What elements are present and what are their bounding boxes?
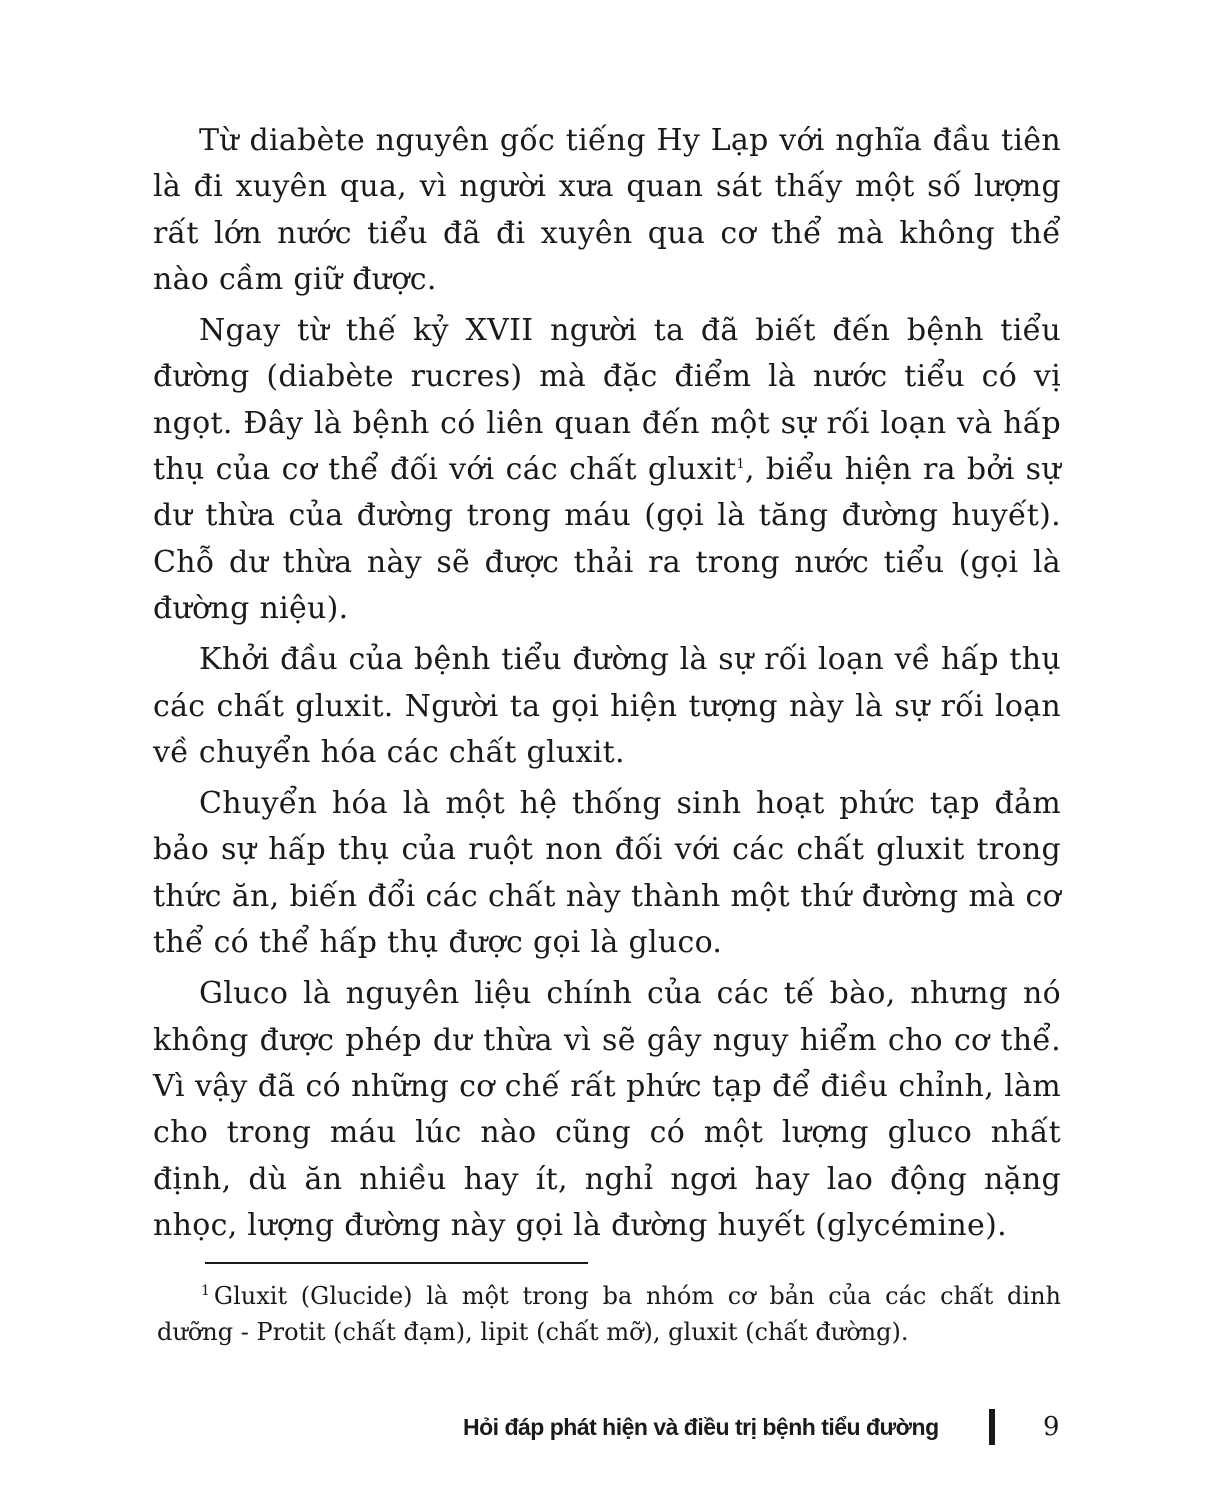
footnote-divider	[205, 1262, 588, 1264]
footnote-marker: 1	[201, 1283, 210, 1299]
paragraph-5: Gluco là nguyên liệu chính của các tế bào, nhưng nó không được phép dư thừa vì sẽ gây nguy hiểm cho cơ thể. Vì vậy đã có những cơ chế rất phức tạp để điều chỉnh, làm cho trong máu lúc nào cũng có một lượng gluco nhất định, dù ăn nhiều hay ít, nghỉ ngơi hay lao động nặng nhọc, lượng đường này gọi là đường huyết (glycémine).	[153, 976, 1061, 1243]
paragraph-1: Từ diabète nguyên gốc tiếng Hy Lạp với nghĩa đầu tiên là đi xuyên qua, vì người xưa quan sát thấy một số lượng rất lớn nước tiểu đã đi xuyên qua cơ thể mà không thể nào cầm giữ được.	[153, 123, 1061, 297]
paragraph-4: Chuyển hóa là một hệ thống sinh hoạt phức tạp đảm bảo sự hấp thụ của ruột non đối với các chất gluxit trong thức ăn, biến đổi các chất này thành một thứ đường mà cơ thể có thể hấp thụ được gọi là gluco.	[153, 786, 1061, 961]
paragraph-2	[153, 308, 1061, 632]
footnote	[157, 1278, 1061, 1350]
footnote-text: Gluxit (Glucide) là một trong ba nhóm cơ bản của các chất dinh dưỡng - Protit (chất đạm), lipit (chất mỡ), gluxit (chất đường).	[157, 1282, 1061, 1346]
footnote-reference: 1	[736, 457, 745, 473]
page-number: 9	[1043, 1412, 1060, 1442]
book-title: Hỏi đáp phát hiện và điều trị bệnh tiểu đường	[463, 1414, 939, 1440]
paragraph-3: Khởi đầu của bệnh tiểu đường là sự rối loạn về hấp thụ các chất gluxit. Người ta gọi hiện tượng này là sự rối loạn về chuyển hóa các chất gluxit.	[153, 642, 1061, 770]
paragraph-2-text: Ngay từ thế kỷ XVII người ta đã biết đến bệnh tiểu đường (diabète rucres) mà đặc điểm là nước tiểu có vị ngọt. Đây là bệnh có liên quan đến một sự rối loạn và hấp thụ của cơ thể đối với các chất gluxit	[153, 313, 1061, 488]
paragraph-2-continuation: , biểu hiện ra bởi sự dư thừa của đường trong máu (gọi là tăng đường huyết). Chỗ dư thừa này sẽ được thải ra trong nước tiểu (gọi là đường niệu).	[153, 452, 1062, 626]
running-footer	[463, 1409, 1063, 1449]
footer-separator	[989, 1409, 995, 1445]
body-text	[153, 118, 1061, 1254]
